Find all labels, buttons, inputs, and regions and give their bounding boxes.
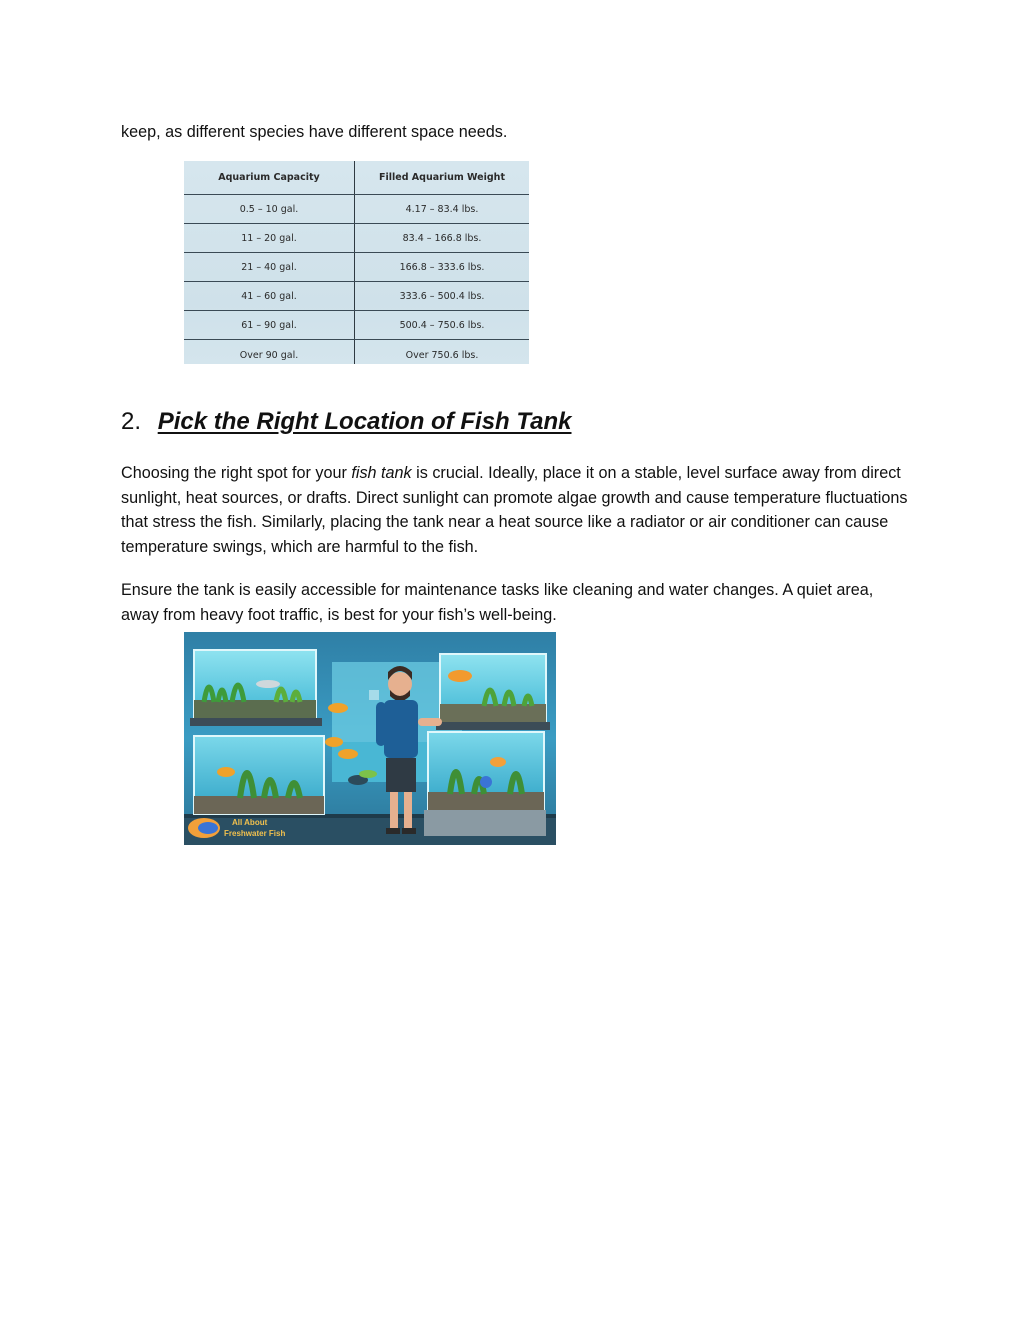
- table-cell-capacity: 41 – 60 gal.: [184, 282, 355, 311]
- table-row: [184, 224, 529, 253]
- table-cell-capacity: 11 – 20 gal.: [184, 224, 355, 253]
- table-row: [184, 282, 529, 311]
- table-cell-weight: 166.8 – 333.6 lbs.: [355, 253, 530, 282]
- section-number: 2.: [121, 408, 142, 435]
- table-row: [184, 311, 529, 340]
- table-header-weight: Filled Aquarium Weight: [355, 161, 530, 195]
- table-row: [184, 195, 529, 224]
- aquarium-scene: [184, 632, 556, 845]
- section-heading: [121, 405, 572, 439]
- table-cell-weight: 500.4 – 750.6 lbs.: [355, 311, 530, 340]
- table-cell-capacity: Over 90 gal.: [184, 340, 355, 365]
- table-header-capacity: Aquarium Capacity: [184, 161, 355, 195]
- table-cell-weight: Over 750.6 lbs.: [405, 349, 479, 361]
- intro-text: keep, as different species have different space needs.: [121, 123, 508, 141]
- emphasis-fish-tank: fish tank: [351, 464, 412, 482]
- paragraph-text: Choosing the right spot for your: [121, 464, 352, 482]
- table-row: [184, 253, 529, 282]
- table-header-row: [184, 161, 529, 195]
- watermark-line2: Freshwater Fish: [224, 829, 286, 838]
- section-title: Pick the Right Location of Fish Tank: [157, 408, 572, 435]
- aquarium-illustration: [184, 632, 556, 845]
- table-cell-capacity: 21 – 40 gal.: [184, 253, 355, 282]
- paragraph-location: [121, 461, 911, 559]
- table-row: [184, 340, 529, 365]
- capacity-table-image: [184, 161, 529, 364]
- table-cell-weight: 83.4 – 166.8 lbs.: [355, 224, 530, 253]
- capacity-table: [184, 161, 529, 364]
- paragraph-accessibility: Ensure the tank is easily accessible for maintenance tasks like cleaning and water changes. A quiet area, away from heavy foot traffic, is best for your fish’s well-being.: [121, 581, 874, 624]
- table-cell-capacity: 61 – 90 gal.: [184, 311, 355, 340]
- table-cell-weight: 4.17 – 83.4 lbs.: [355, 195, 530, 224]
- table-cell-weight: 333.6 – 500.4 lbs.: [355, 282, 530, 311]
- table-cell-capacity: 0.5 – 10 gal.: [184, 195, 355, 224]
- paragraph-text: is crucial. Ideally, place it on a stable, level surface away from direct sunlight, heat sources, or drafts. Direct sunlight can promote algae growth and cause temperature fluctuations that stress the fish. Similarly, placing the tank near a heat source like a radiator or air conditioner can cause temperature swings, which are harmful to the fish.: [121, 464, 908, 556]
- watermark-line1: All About: [232, 818, 268, 827]
